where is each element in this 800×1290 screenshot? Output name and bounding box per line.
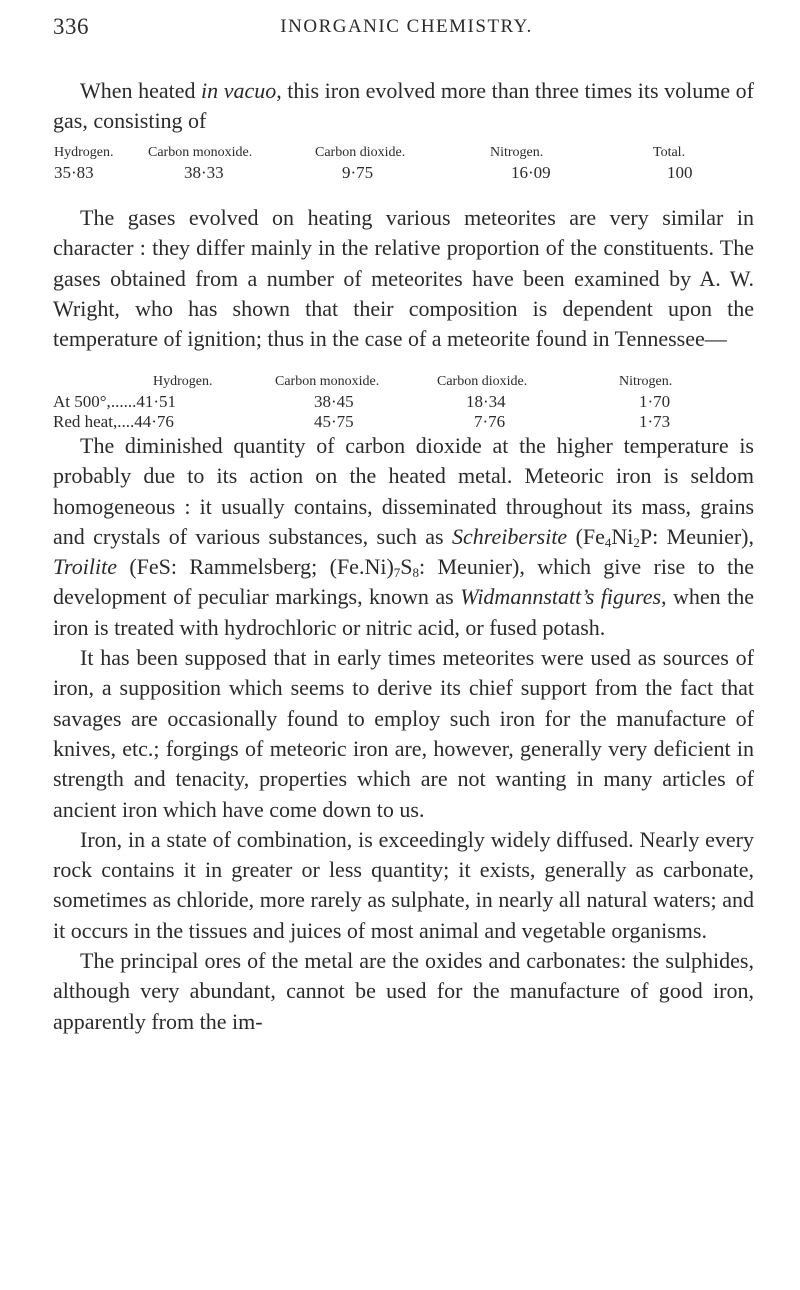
table-cell: 38·33	[184, 163, 224, 182]
paragraph-intro	[53, 76, 754, 137]
table2-header-row	[53, 374, 754, 392]
main-text-block	[53, 431, 754, 1037]
tennessee-meteorite-table	[53, 374, 754, 432]
table-cell: 100	[667, 163, 693, 182]
table-cell: 9·75	[342, 163, 374, 182]
formula-fe4ni2p: $Fe_4Ni_2P$	[582, 523, 653, 550]
table-row	[53, 412, 754, 432]
table2-header-nitrogen: Nitrogen.	[619, 374, 673, 389]
table-row	[53, 392, 754, 412]
formula-feni7s8: $(Fe.Ni)_7S_8$	[329, 554, 420, 581]
paragraph-1	[53, 76, 754, 137]
schreibersite-italic: Schreibersite	[451, 523, 568, 549]
table1-header-row	[53, 145, 754, 163]
paragraph-4: It has been supposed that in early times meteorites were used as sources of iron, a supposition which seems to derive its chief support from the fact that savages are occasionally found to employ such iron for the manufacture of knives, etc.; forgings of meteoric iron are, however, generally very deficient in strength and tenacity, properties which are not wanting in many articles of ancient iron which have come down to us.	[53, 645, 754, 822]
paragraph-5: Iron, in a state of combination, is exceedingly widely diffused. Nearly every rock contains it in greater or less quantity; it exists, generally as carbonate, sometimes as chloride, more rarely as sulphate, in nearly all natural waters; and it occurs in the tissues and juices of most animal and vegetable organisms.	[53, 826, 754, 943]
row-label: Red heat,....44·76	[53, 412, 174, 431]
table-cell: 35·83	[54, 163, 94, 182]
table1-header-hydrogen: Hydrogen.	[54, 145, 114, 160]
table2-header-co2: Carbon dioxide.	[437, 374, 528, 389]
paragraph-block-2	[53, 203, 754, 354]
table-cell: 38·45	[314, 392, 354, 411]
page-number: 336	[53, 14, 89, 39]
table2-header-hydrogen: Hydrogen.	[153, 374, 213, 389]
running-head: INORGANIC CHEMISTRY.	[280, 16, 533, 37]
gas-composition-table	[53, 145, 754, 183]
troilite-italic: Troilite	[53, 554, 117, 580]
table1-header-co: Carbon monoxide.	[148, 145, 253, 160]
table2-header-co: Carbon monoxide.	[275, 374, 380, 389]
table-cell: 7·76	[474, 412, 506, 431]
table1-header-nitrogen: Nitrogen.	[490, 145, 544, 160]
p1-text: When heated in vacuo, this iron evolved more than three times its volume of gas, consisting of	[53, 78, 754, 134]
table1-header-total: Total.	[653, 145, 686, 160]
widmannstatt-italic: Widmannstatt’s figures	[460, 584, 662, 610]
table-cell: 45·75	[314, 412, 354, 431]
table-cell: 1·73	[639, 412, 671, 431]
paragraph-3: The diminished quantity of carbon dioxide at the higher temperature is probably due to its action on the heated metal. Meteoric iron is seldom homogeneous : it usually contains, disseminated throughout its mass, grains and crystals of various substances, such as Schreibersite ($Fe_4Ni_2P$: Meunier), Troilite (FeS: Rammelsberg; $(Fe.Ni)_7S_8$: Meunier), which give rise to the development of peculiar markings, known as Widmannstatt’s figures, when the iron is treated with hydrochloric or nitric acid, or fused potash.	[53, 433, 754, 640]
row-label: At 500°,......41·51	[53, 392, 176, 411]
page-header	[53, 14, 760, 54]
paragraph-6: The principal ores of the metal are the oxides and carbonates: the sulphides, although very abundant, cannot be used for the manufacture of good iron, apparently from the im-	[53, 948, 754, 1034]
paragraph-2: The gases evolved on heating various meteorites are very similar in character : they differ mainly in the relative proportion of the constituents. The gases obtained from a number of meteorites have been examined by A. W. Wright, who has shown that their composition is dependent upon the temperature of ignition; thus in the case of a meteorite found in Tennessee—	[53, 205, 754, 352]
table1-values-row	[53, 163, 754, 183]
table-cell: 16·09	[511, 163, 551, 182]
table-cell: 18·34	[466, 392, 506, 411]
table-cell: 1·70	[639, 392, 671, 411]
vacuo-italic: in vacuo	[201, 78, 277, 103]
table1-header-co2: Carbon dioxide.	[315, 145, 406, 160]
